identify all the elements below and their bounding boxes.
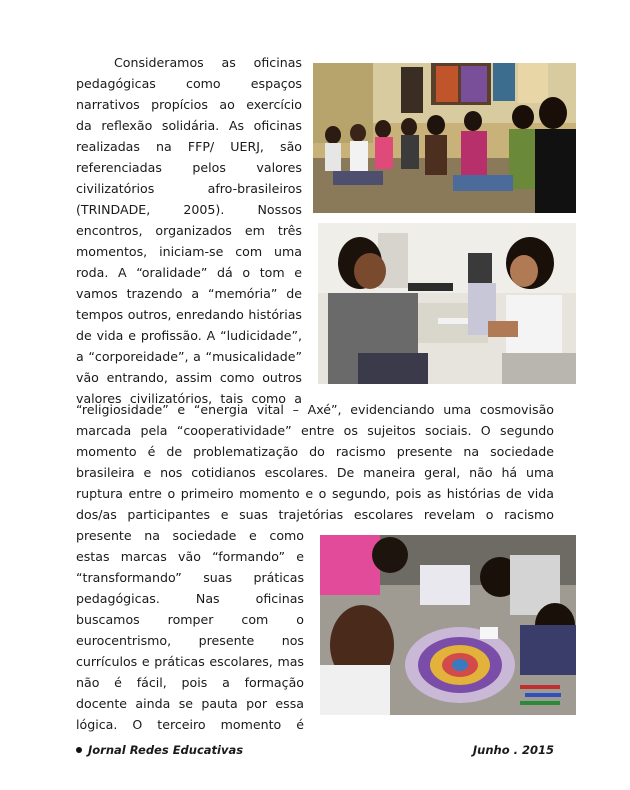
article-line: pedagógicas. Nas oficinas: [76, 591, 304, 606]
footer-date: Junho . 2015: [472, 743, 554, 757]
article-line: lógica. O terceiro momento é: [76, 717, 304, 732]
photo-group-circle-image: [313, 63, 576, 213]
photo-floor-activity-image: [320, 535, 576, 715]
article-line: currículos e práticas escolares, mas: [76, 654, 304, 669]
footer-publication-name: Jornal Redes Educativas: [88, 743, 244, 757]
article-line: “transformando” suas práticas: [76, 570, 304, 585]
article-line: eurocentrismo, presente nos: [76, 633, 304, 648]
photo-group-circle: [313, 63, 576, 213]
article-line: estas marcas vão “formando” e: [76, 549, 304, 564]
article-line: civilizatórios afro-brasileiros: [76, 181, 302, 196]
article-column-bottom: [76, 525, 304, 735]
article-line: de vida e profissão. A “ludicidade”,: [76, 328, 302, 343]
article-line: referenciadas pelos valores: [76, 160, 302, 175]
article-line: momento é de problematização do racismo presente na sociedade: [76, 444, 554, 459]
photo-floor-activity: [320, 535, 576, 715]
article-line: presente na sociedade e como: [76, 528, 304, 543]
article-full-width: [76, 399, 554, 525]
article-line: a “corporeidade”, a “musicalidade”: [76, 349, 302, 364]
article-line: pedagógicas como espaços: [76, 76, 302, 91]
page-footer: [76, 743, 554, 759]
article-line: realizadas na FFP/ UERJ, são: [76, 139, 302, 154]
article-line: Consideramos as oficinas: [114, 55, 302, 70]
article-line: vamos trazendo a “memória” de: [76, 286, 302, 301]
article-line: dos/as participantes e suas trajetórias escolares revelam o racismo: [76, 507, 554, 522]
article-line: tempos outros, enredando histórias: [76, 307, 302, 322]
article-line: valores civilizatórios, tais como a: [76, 391, 302, 406]
article-line: momentos, iniciam-se com uma: [76, 244, 302, 259]
article-line: roda. A “oralidade” dá o tom e: [76, 265, 302, 280]
article-line: buscamos romper com o: [76, 612, 304, 627]
article-line: vão entrando, assim como outros: [76, 370, 302, 385]
article-line: narrativos propícios ao exercício: [76, 97, 302, 112]
bullet-icon: [76, 747, 82, 753]
article-line: “religiosidade” e “energia vital – Axé”, evidenciando uma cosmovisão: [76, 402, 554, 417]
article-line: da reflexão solidária. As oficinas: [76, 118, 302, 133]
article-line: (TRINDADE, 2005). Nossos: [76, 202, 302, 217]
article-line: marcada pela “cooperatividade” entre os sujeitos sociais. O segundo: [76, 423, 554, 438]
footer-publication: [76, 743, 243, 757]
article-column-top: [76, 52, 302, 409]
article-line: brasileira e nos cotidianos escolares. De maneira geral, não há uma: [76, 465, 554, 480]
article-line: encontros, organizados em três: [76, 223, 302, 238]
article-line: docente ainda se pauta por essa: [76, 696, 304, 711]
article-line: não é fácil, pois a formação: [76, 675, 304, 690]
photo-conversation: [318, 223, 576, 384]
photo-conversation-image: [318, 223, 576, 384]
article-line: ruptura entre o primeiro momento e o segundo, pois as histórias de vida: [76, 486, 554, 501]
